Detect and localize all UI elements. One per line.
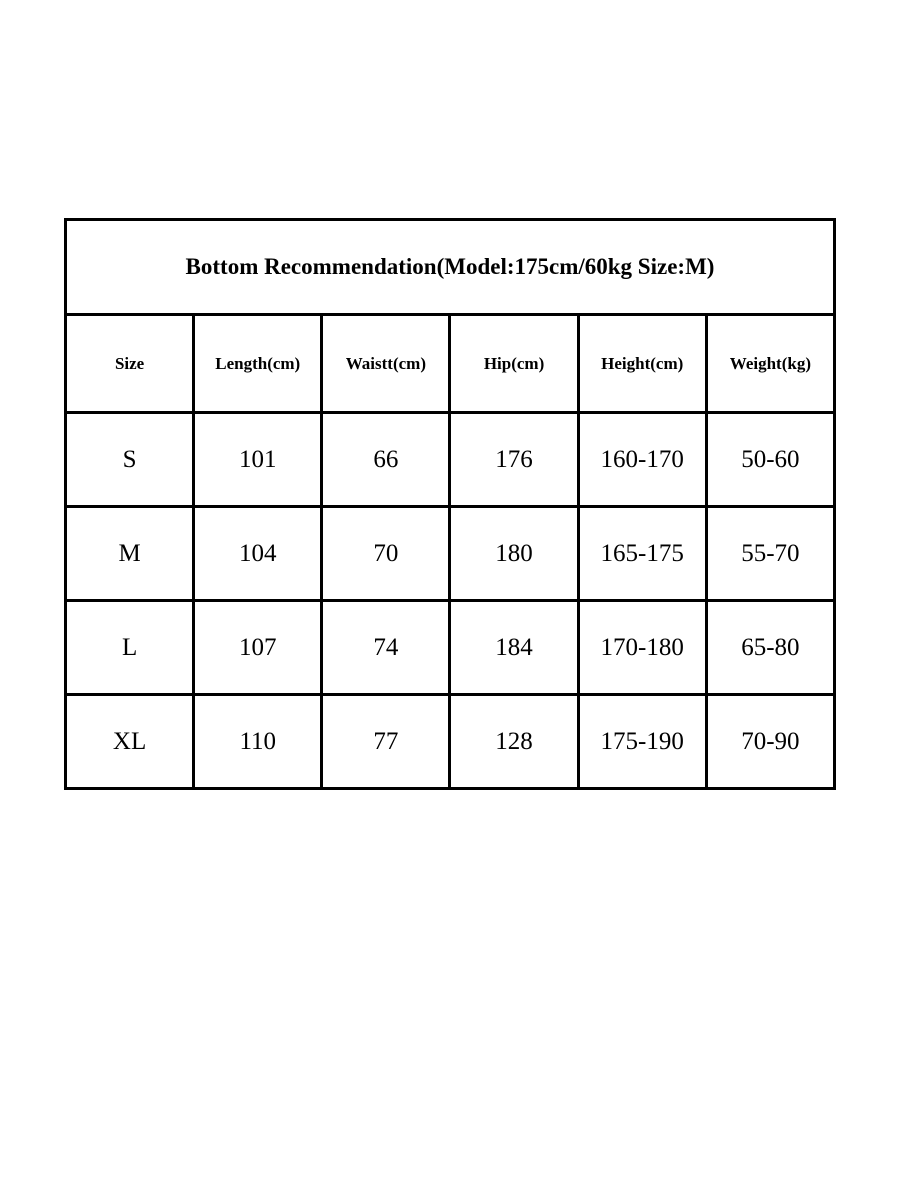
- cell-size: M: [66, 507, 194, 601]
- header-row: [66, 315, 835, 413]
- column-header-height: Height(cm): [578, 315, 706, 413]
- column-header-hip: Hip(cm): [450, 315, 578, 413]
- table-row: [66, 507, 835, 601]
- title-row: [66, 220, 835, 315]
- cell-length: 110: [194, 695, 322, 789]
- table-title: Bottom Recommendation(Model:175cm/60kg Size:M): [66, 220, 835, 315]
- column-header-size: Size: [66, 315, 194, 413]
- table-row: [66, 413, 835, 507]
- cell-height: 160-170: [578, 413, 706, 507]
- cell-hip: 180: [450, 507, 578, 601]
- cell-length: 104: [194, 507, 322, 601]
- cell-weight: 55-70: [706, 507, 834, 601]
- cell-height: 170-180: [578, 601, 706, 695]
- cell-size: XL: [66, 695, 194, 789]
- cell-length: 101: [194, 413, 322, 507]
- cell-waist: 77: [322, 695, 450, 789]
- cell-height: 165-175: [578, 507, 706, 601]
- cell-size: L: [66, 601, 194, 695]
- cell-length: 107: [194, 601, 322, 695]
- cell-weight: 50-60: [706, 413, 834, 507]
- cell-weight: 70-90: [706, 695, 834, 789]
- cell-waist: 66: [322, 413, 450, 507]
- cell-waist: 70: [322, 507, 450, 601]
- cell-hip: 184: [450, 601, 578, 695]
- size-chart-table: [64, 218, 836, 790]
- column-header-length: Length(cm): [194, 315, 322, 413]
- cell-weight: 65-80: [706, 601, 834, 695]
- cell-height: 175-190: [578, 695, 706, 789]
- column-header-weight: Weight(kg): [706, 315, 834, 413]
- table-row: [66, 695, 835, 789]
- table-row: [66, 601, 835, 695]
- cell-size: S: [66, 413, 194, 507]
- cell-hip: 128: [450, 695, 578, 789]
- cell-waist: 74: [322, 601, 450, 695]
- cell-hip: 176: [450, 413, 578, 507]
- column-header-waist: Waistt(cm): [322, 315, 450, 413]
